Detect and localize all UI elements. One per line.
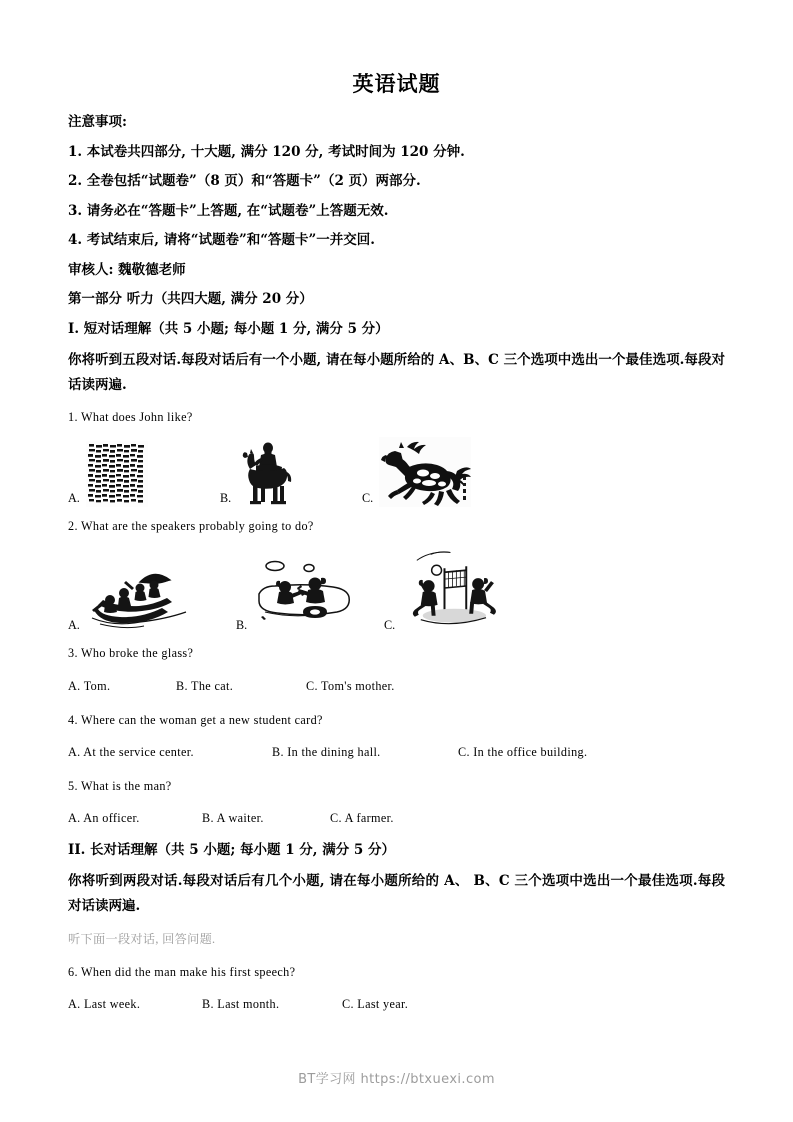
question-3-options [68, 670, 725, 703]
option-item[interactable] [362, 437, 482, 507]
reviewer-line: 审核人: 魏敬德老师 [68, 261, 186, 278]
option-b[interactable]: B. In the dining hall. [272, 744, 381, 759]
question-3-stem: 3. Who broke the glass? [68, 646, 194, 661]
option-label: A. [68, 491, 80, 506]
option-item[interactable] [236, 554, 384, 634]
section-ii-heading: II. 长对话理解（共 5 小题; 每小题 1 分, 满分 5 分） [68, 841, 395, 858]
option-a[interactable]: A. At the service center. [68, 744, 194, 759]
boat-with-umbrella-icon [86, 560, 198, 634]
option-item[interactable] [384, 546, 504, 634]
notice-label: 注意事项: [68, 114, 127, 130]
terracotta-horse-rider-icon [237, 441, 295, 507]
option-c[interactable]: C. In the office building. [458, 744, 588, 759]
section-ii-instruction: 你将听到两段对话.每段对话后有几个小题, 请在每小题所给的 A、 B、C 三个选项中选出一个最佳选项.每段对话读两遍. [68, 873, 725, 915]
question-5-stem: 5. What is the man? [68, 779, 172, 794]
option-c[interactable]: C. A farmer. [330, 811, 394, 826]
notice-item-3: 3. 请务必在“答题卡”上答题, 在“试题卷”上答题无效. [68, 202, 389, 219]
question-2-picture-options [68, 542, 725, 636]
children-playing-net-game-icon [401, 546, 504, 634]
option-a[interactable]: A. Last week. [68, 997, 141, 1012]
option-c[interactable]: C. Last year. [342, 997, 409, 1012]
option-item[interactable] [220, 441, 362, 507]
option-label: B. [220, 491, 232, 506]
question-5-options [68, 802, 725, 835]
site-watermark: BT学习网 https://btxuexi.com [298, 1072, 495, 1087]
page-title: 英语试题 [352, 71, 441, 96]
option-b[interactable]: B. A waiter. [202, 811, 264, 826]
question-4-options [68, 736, 725, 769]
option-label: C. [384, 618, 396, 633]
section-ii-hint: 听下面一段对话, 回答问题. [68, 932, 216, 946]
question-4-stem: 4. Where can the woman get a new student card? [68, 712, 323, 727]
option-a[interactable]: A. An officer. [68, 811, 140, 826]
option-label: B. [236, 618, 248, 633]
option-label: A. [68, 618, 80, 633]
section-i-heading: I. 短对话理解（共 5 小题; 每小题 1 分, 满分 5 分） [68, 320, 389, 337]
option-b[interactable]: B. The cat. [176, 678, 234, 693]
notice-item-2: 2. 全卷包括“试题卷”（8 页）和“答题卡”（2 页）两部分. [68, 173, 421, 189]
option-c[interactable]: C. Tom's mother. [306, 678, 395, 693]
question-1-stem: 1. What does John like? [68, 409, 193, 424]
option-item[interactable] [68, 441, 220, 507]
option-b[interactable]: B. Last month. [202, 997, 280, 1012]
section-i-instruction: 你将听到五段对话.每段对话后有一个小题, 请在每小题所给的 A、B、C 三个选项中选出一个最佳选项.每段对话读两遍. [68, 352, 725, 393]
option-label: C. [362, 491, 374, 506]
notice-item-1: 1. 本试卷共四部分, 十大题, 满分 120 分, 考试时间为 120 分钟. [68, 143, 465, 160]
part-one-heading: 第一部分 听力（共四大题, 满分 20 分） [68, 291, 313, 307]
question-2-stem: 2. What are the speakers probably going to do? [68, 519, 314, 534]
galloping-ink-horse-icon [379, 437, 471, 507]
question-6-stem: 6. When did the man make his first speech? [68, 965, 296, 980]
calligraphy-scroll-icon [86, 441, 148, 507]
notice-item-4: 4. 考试结束后, 请将“试题卷”和“答题卡”一并交回. [68, 232, 375, 248]
question-6-options [68, 988, 725, 1021]
option-a[interactable]: A. Tom. [68, 678, 111, 693]
question-1-picture-options [68, 433, 725, 509]
option-item[interactable] [68, 560, 236, 634]
children-swimming-icon [253, 554, 357, 634]
